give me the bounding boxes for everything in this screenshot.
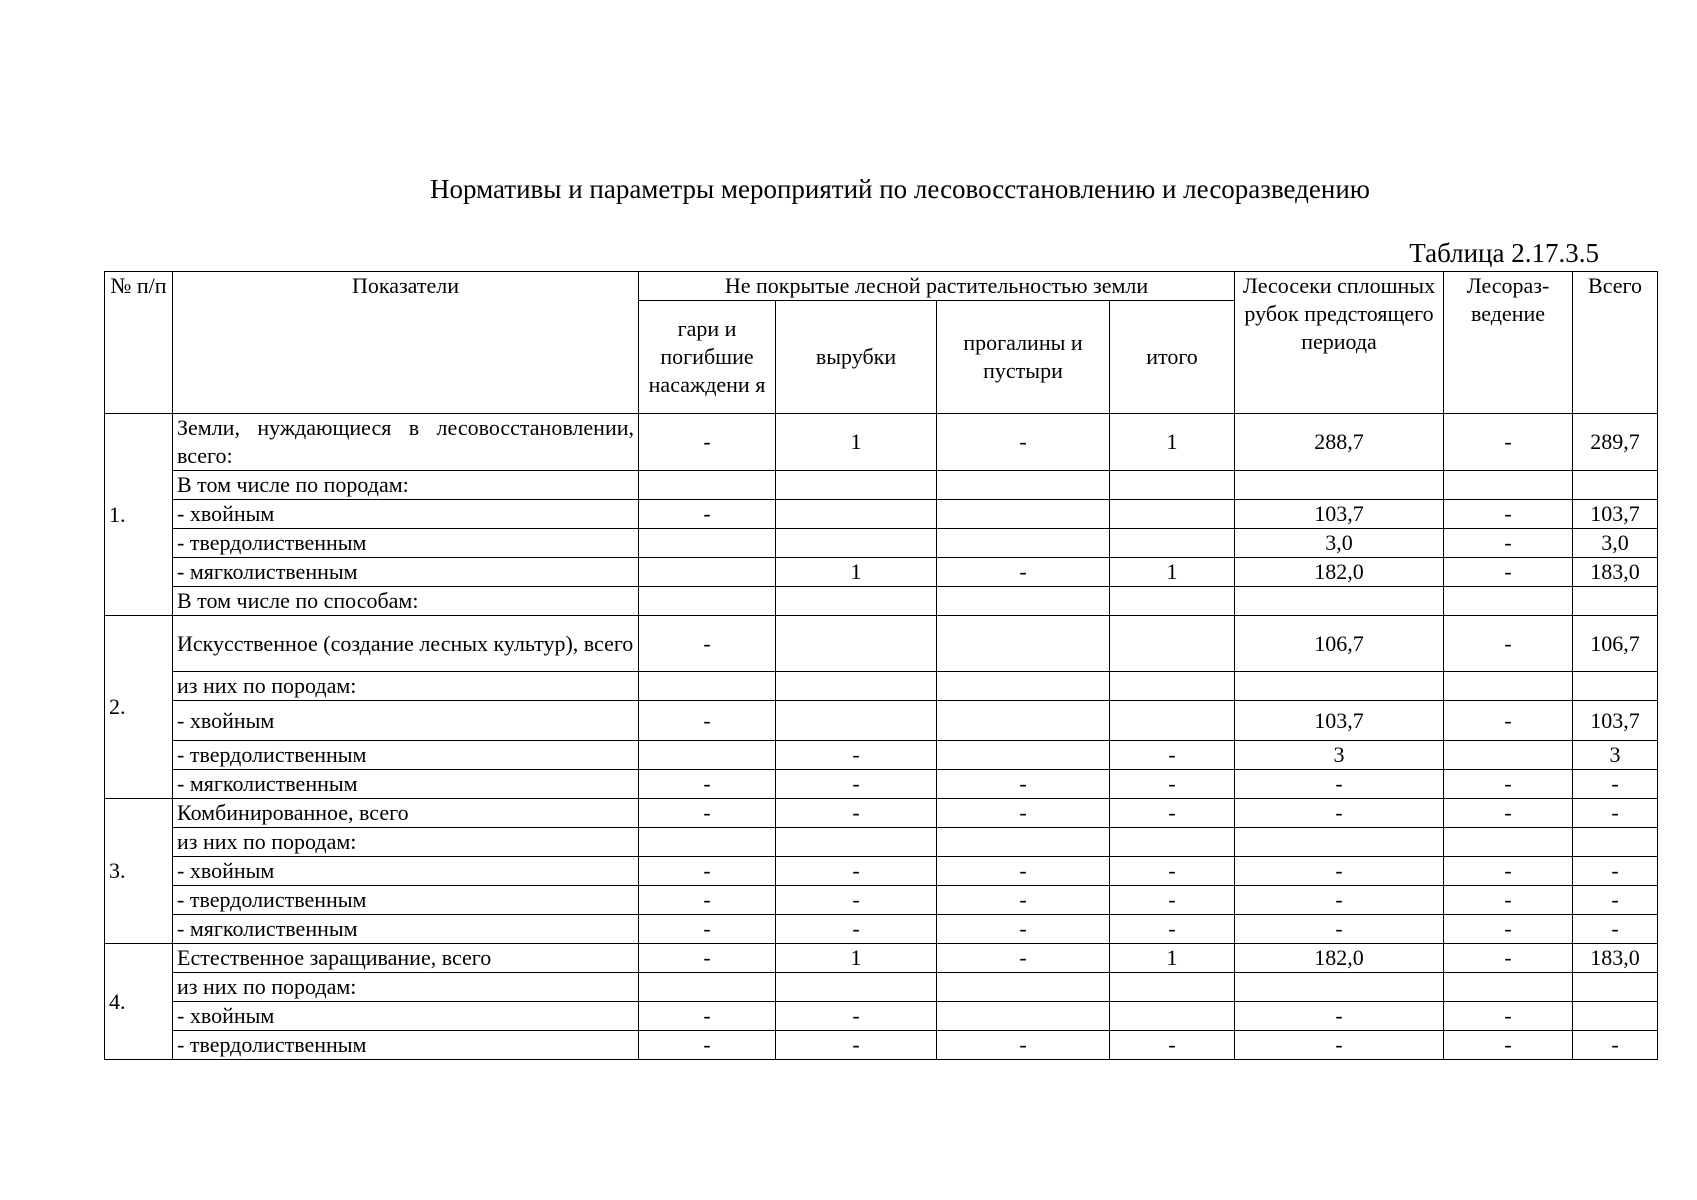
cell-grand-total: 106,7	[1573, 616, 1658, 672]
cell-grand-total: -	[1573, 915, 1658, 944]
header-grand-total: Всего	[1573, 272, 1658, 414]
cell-grand-total	[1573, 973, 1658, 1002]
cell-cutting-areas	[1235, 973, 1444, 1002]
cell-cutting-areas: -	[1235, 1002, 1444, 1031]
row-label: Искусственное (создание лесных культур), всего	[173, 616, 639, 672]
cell-clearings	[776, 701, 937, 741]
cell-glades: -	[937, 770, 1110, 799]
cell-burnt	[639, 828, 776, 857]
cell-afforestation	[1444, 471, 1573, 500]
cell-clearings: -	[776, 886, 937, 915]
table-row	[105, 529, 1658, 558]
cell-cutting-areas: 3,0	[1235, 529, 1444, 558]
cell-total-sub	[1110, 1002, 1235, 1031]
table-row	[105, 770, 1658, 799]
cell-burnt: -	[639, 799, 776, 828]
cell-cutting-areas: 103,7	[1235, 500, 1444, 529]
row-number: 1.	[105, 414, 173, 616]
table-row	[105, 944, 1658, 973]
row-number: 3.	[105, 799, 173, 944]
cell-burnt: -	[639, 616, 776, 672]
cell-clearings: 1	[776, 558, 937, 587]
header-not-covered: Не покрытые лесной растительностью земли	[639, 272, 1235, 301]
row-label: - хвойным	[173, 500, 639, 529]
table-row	[105, 886, 1658, 915]
cell-clearings: 1	[776, 944, 937, 973]
table-row	[105, 741, 1658, 770]
cell-afforestation: -	[1444, 770, 1573, 799]
cell-burnt	[639, 741, 776, 770]
cell-total-sub	[1110, 973, 1235, 1002]
table-body	[105, 414, 1658, 1060]
header-burnt: гари и погибшие насаждени я	[639, 301, 776, 414]
cell-grand-total: 183,0	[1573, 558, 1658, 587]
table-row	[105, 558, 1658, 587]
cell-grand-total: 3,0	[1573, 529, 1658, 558]
cell-total-sub: 1	[1110, 944, 1235, 973]
cell-cutting-areas: -	[1235, 886, 1444, 915]
row-label: Естественное заращивание, всего	[173, 944, 639, 973]
cell-afforestation: -	[1444, 944, 1573, 973]
cell-burnt: -	[639, 886, 776, 915]
table-row	[105, 915, 1658, 944]
cell-grand-total: -	[1573, 886, 1658, 915]
cell-total-sub: -	[1110, 1031, 1235, 1060]
cell-cutting-areas	[1235, 672, 1444, 701]
cell-afforestation: -	[1444, 414, 1573, 471]
cell-clearings	[776, 500, 937, 529]
cell-burnt	[639, 672, 776, 701]
cell-glades: -	[937, 886, 1110, 915]
cell-cutting-areas: 288,7	[1235, 414, 1444, 471]
cell-afforestation: -	[1444, 529, 1573, 558]
row-number: 2.	[105, 616, 173, 799]
cell-afforestation: -	[1444, 500, 1573, 529]
cell-glades	[937, 741, 1110, 770]
cell-burnt: -	[639, 414, 776, 471]
row-label: - твердолиственным	[173, 886, 639, 915]
cell-cutting-areas: -	[1235, 1031, 1444, 1060]
cell-clearings	[776, 828, 937, 857]
cell-grand-total	[1573, 1002, 1658, 1031]
table-number-label: Таблица 2.17.3.5	[1409, 238, 1599, 268]
cell-total-sub: -	[1110, 915, 1235, 944]
cell-clearings: 1	[776, 414, 937, 471]
cell-afforestation: -	[1444, 1002, 1573, 1031]
row-label: - мягколиственным	[173, 770, 639, 799]
cell-total-sub: -	[1110, 886, 1235, 915]
row-label: - хвойным	[173, 1002, 639, 1031]
cell-burnt: -	[639, 1002, 776, 1031]
cell-afforestation: -	[1444, 799, 1573, 828]
table-row	[105, 857, 1658, 886]
cell-total-sub	[1110, 616, 1235, 672]
table-row	[105, 1002, 1658, 1031]
header-afforestation: Лесораз-ведение	[1444, 272, 1573, 414]
cell-burnt: -	[639, 770, 776, 799]
cell-glades: -	[937, 558, 1110, 587]
cell-clearings: -	[776, 770, 937, 799]
cell-glades	[937, 587, 1110, 616]
cell-grand-total: -	[1573, 799, 1658, 828]
cell-clearings: -	[776, 857, 937, 886]
table-row	[105, 672, 1658, 701]
row-label: - твердолиственным	[173, 1031, 639, 1060]
cell-clearings	[776, 616, 937, 672]
cell-afforestation	[1444, 741, 1573, 770]
row-label: Комбинированное, всего	[173, 799, 639, 828]
cell-glades	[937, 973, 1110, 1002]
cell-afforestation: -	[1444, 558, 1573, 587]
cell-cutting-areas: -	[1235, 915, 1444, 944]
cell-grand-total: -	[1573, 1031, 1658, 1060]
cell-burnt: -	[639, 915, 776, 944]
cell-grand-total: -	[1573, 770, 1658, 799]
header-glades: прогалины и пустыри	[937, 301, 1110, 414]
cell-glades: -	[937, 799, 1110, 828]
cell-afforestation	[1444, 973, 1573, 1002]
cell-total-sub: -	[1110, 770, 1235, 799]
cell-grand-total	[1573, 471, 1658, 500]
cell-glades: -	[937, 915, 1110, 944]
table-row	[105, 471, 1658, 500]
cell-glades	[937, 828, 1110, 857]
cell-cutting-areas	[1235, 471, 1444, 500]
header-num: № п/п	[105, 272, 173, 414]
row-label: - твердолиственным	[173, 529, 639, 558]
header-clearings: вырубки	[776, 301, 937, 414]
cell-cutting-areas	[1235, 828, 1444, 857]
cell-grand-total	[1573, 672, 1658, 701]
cell-total-sub: -	[1110, 741, 1235, 770]
cell-burnt: -	[639, 1031, 776, 1060]
cell-grand-total: -	[1573, 857, 1658, 886]
cell-burnt	[639, 529, 776, 558]
table-row	[105, 500, 1658, 529]
cell-afforestation	[1444, 587, 1573, 616]
cell-clearings: -	[776, 741, 937, 770]
row-label: из них по породам:	[173, 828, 639, 857]
cell-total-sub	[1110, 500, 1235, 529]
cell-total-sub: 1	[1110, 414, 1235, 471]
cell-burnt: -	[639, 500, 776, 529]
cell-clearings: -	[776, 1031, 937, 1060]
cell-grand-total	[1573, 828, 1658, 857]
row-label: - мягколиственным	[173, 558, 639, 587]
table-row	[105, 587, 1658, 616]
header-indicators: Показатели	[173, 272, 639, 414]
cell-total-sub	[1110, 529, 1235, 558]
cell-glades	[937, 471, 1110, 500]
cell-total-sub	[1110, 587, 1235, 616]
row-label: из них по породам:	[173, 973, 639, 1002]
header-total-sub: итого	[1110, 301, 1235, 414]
cell-burnt	[639, 471, 776, 500]
cell-burnt	[639, 587, 776, 616]
cell-afforestation: -	[1444, 886, 1573, 915]
cell-clearings: -	[776, 799, 937, 828]
cell-cutting-areas: -	[1235, 770, 1444, 799]
row-label: Земли, нуждающиеся в лесовосстановлении, всего:	[173, 414, 639, 471]
row-label: - хвойным	[173, 701, 639, 741]
cell-glades	[937, 500, 1110, 529]
cell-glades: -	[937, 944, 1110, 973]
cell-glades	[937, 1002, 1110, 1031]
cell-glades	[937, 529, 1110, 558]
cell-cutting-areas: 182,0	[1235, 944, 1444, 973]
row-label: - мягколиственным	[173, 915, 639, 944]
cell-grand-total: 183,0	[1573, 944, 1658, 973]
cell-burnt	[639, 558, 776, 587]
cell-afforestation: -	[1444, 616, 1573, 672]
cell-afforestation: -	[1444, 701, 1573, 741]
row-label: - твердолиственным	[173, 741, 639, 770]
document-title: Нормативы и параметры мероприятий по лесовосстановлению и лесоразведению	[430, 174, 1370, 204]
table-row	[105, 414, 1658, 471]
forest-restoration-table	[104, 271, 1658, 1060]
cell-grand-total: 103,7	[1573, 701, 1658, 741]
cell-glades: -	[937, 414, 1110, 471]
cell-glades	[937, 616, 1110, 672]
cell-total-sub: -	[1110, 799, 1235, 828]
row-number: 4.	[105, 944, 173, 1060]
cell-cutting-areas: 3	[1235, 741, 1444, 770]
header-cutting-areas: Лесосеки сплошных рубок предстоящего периода	[1235, 272, 1444, 414]
cell-clearings	[776, 471, 937, 500]
cell-glades	[937, 672, 1110, 701]
cell-clearings: -	[776, 915, 937, 944]
row-label: - хвойным	[173, 857, 639, 886]
cell-cutting-areas: 103,7	[1235, 701, 1444, 741]
cell-total-sub	[1110, 471, 1235, 500]
cell-total-sub	[1110, 701, 1235, 741]
cell-clearings	[776, 529, 937, 558]
cell-glades: -	[937, 1031, 1110, 1060]
cell-total-sub	[1110, 828, 1235, 857]
cell-cutting-areas: 182,0	[1235, 558, 1444, 587]
cell-glades: -	[937, 857, 1110, 886]
cell-clearings: -	[776, 1002, 937, 1031]
cell-clearings	[776, 973, 937, 1002]
cell-afforestation: -	[1444, 915, 1573, 944]
cell-grand-total: 103,7	[1573, 500, 1658, 529]
table-row	[105, 973, 1658, 1002]
table-row	[105, 616, 1658, 672]
cell-total-sub	[1110, 672, 1235, 701]
cell-afforestation: -	[1444, 857, 1573, 886]
cell-cutting-areas: -	[1235, 857, 1444, 886]
table-row	[105, 799, 1658, 828]
cell-glades	[937, 701, 1110, 741]
cell-cutting-areas	[1235, 587, 1444, 616]
cell-afforestation	[1444, 672, 1573, 701]
cell-grand-total: 3	[1573, 741, 1658, 770]
cell-cutting-areas: -	[1235, 799, 1444, 828]
cell-grand-total: 289,7	[1573, 414, 1658, 471]
cell-burnt: -	[639, 701, 776, 741]
table-row	[105, 1031, 1658, 1060]
cell-burnt: -	[639, 857, 776, 886]
row-label: В том числе по способам:	[173, 587, 639, 616]
table-row	[105, 828, 1658, 857]
cell-clearings	[776, 672, 937, 701]
cell-burnt: -	[639, 944, 776, 973]
row-label: из них по породам:	[173, 672, 639, 701]
cell-total-sub: 1	[1110, 558, 1235, 587]
cell-afforestation: -	[1444, 1031, 1573, 1060]
cell-burnt	[639, 973, 776, 1002]
cell-cutting-areas: 106,7	[1235, 616, 1444, 672]
cell-total-sub: -	[1110, 857, 1235, 886]
cell-clearings	[776, 587, 937, 616]
cell-afforestation	[1444, 828, 1573, 857]
cell-grand-total	[1573, 587, 1658, 616]
row-label: В том числе по породам:	[173, 471, 639, 500]
table-row	[105, 701, 1658, 741]
